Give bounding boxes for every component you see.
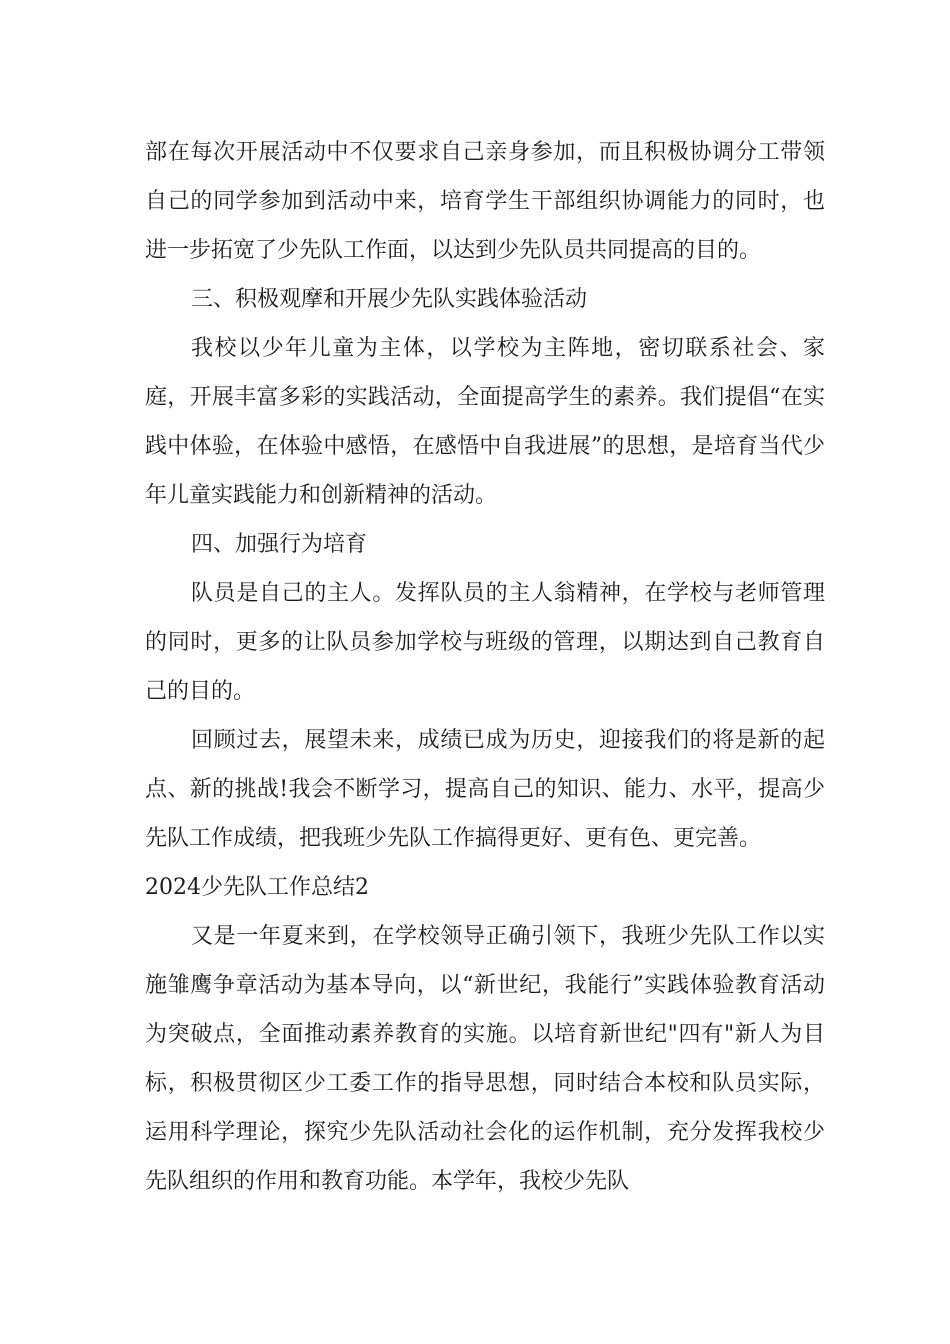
section-heading-4: 四、加强行为培育	[191, 532, 368, 557]
summary-title-2: 2024少先队工作总结2	[145, 875, 369, 900]
paragraph-continued: 部在每次开展活动中不仅要求自己亲身参加，而且积极协调分工带领自己的同学参加到活动中来，培育学生干部组织协调能力的同时，也进一步拓宽了少先队工作面，以达到少先队员共同提高的目的。	[145, 140, 825, 263]
section-heading-3: 三、积极观摩和开展少先队实践体验活动	[191, 287, 588, 312]
paragraph-review: 回顾过去，展望未来，成绩已成为历史，迎接我们的将是新的起点、新的挑战!我会不断学习，提高自己的知识、能力、水平，提高少先队工作成绩，把我班少先队工作搞得更好、更有色、更完善。	[145, 728, 825, 851]
paragraph-behavior-training: 队员是自己的主人。发挥队员的主人翁精神，在学校与老师管理的同时，更多的让队员参加学校与班级的管理，以期达到自己教育自己的目的。	[145, 581, 825, 704]
document-body	[145, 128, 825, 1206]
paragraph-summary-2-intro: 又是一年夏来到，在学校领导正确引领下，我班少先队工作以实施雏鹰争章活动为基本导向，以“新世纪，我能行”实践体验教育活动为突破点，全面推动素养教育的实施。以培育新世纪"四有"新人为目标，积极贯彻区少工委工作的指导思想，同时结合本校和队员实际，运用科学理论，探究少先队活动社会化的运作机制，充分发挥我校少先队组织的作用和教育功能。本学年，我校少先队	[145, 924, 825, 1194]
paragraph-practice-activities: 我校以少年儿童为主体，以学校为主阵地，密切联系社会、家庭，开展丰富多彩的实践活动，全面提高学生的素养。我们提倡“在实践中体验，在体验中感悟，在感悟中自我进展”的思想，是培育当代少年儿童实践能力和创新精神的活动。	[145, 336, 825, 508]
